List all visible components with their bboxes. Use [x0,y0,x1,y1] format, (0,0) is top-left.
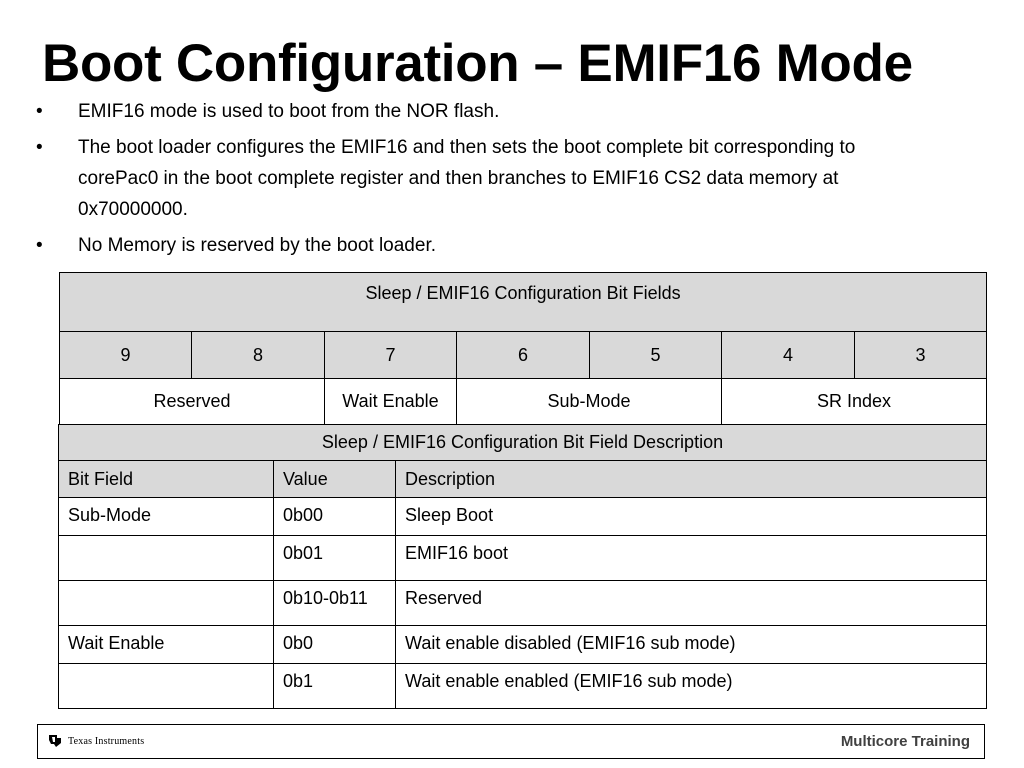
ti-state-icon [48,734,62,748]
ti-logo-text: Texas Instruments [68,735,145,747]
field-name: SR Index [722,379,987,425]
bit-number: 5 [590,332,722,379]
column-header: Value [274,461,396,498]
bit-number: 9 [60,332,192,379]
field-name: Wait Enable [325,379,457,425]
bit-number: 7 [325,332,457,379]
field-name: Reserved [60,379,325,425]
bullet-dot-icon: • [36,137,43,158]
table-row: 0b10-0b11 Reserved [59,581,987,626]
bit-fields-table [59,272,987,425]
table-row: Sub-Mode 0b00 Sleep Boot [59,498,987,536]
ti-logo [48,734,144,748]
slide-title: Boot Configuration – EMIF16 Mode [42,34,913,93]
table-title: Sleep / EMIF16 Configuration Bit Field Description [59,425,987,461]
description-table [58,424,987,709]
bullet-item: • EMIF16 mode is used to boot from the NOR flash. [36,96,936,127]
bullet-item: • The boot loader configures the EMIF16 and then sets the boot complete bit corresponding to corePac0 in the boot complete register and then branches to EMIF16 CS2 data memory at 0x70000000. [36,132,936,225]
bullet-dot-icon: • [36,101,43,122]
column-header: Bit Field [59,461,274,498]
bit-number: 8 [192,332,325,379]
table-row: 0b01 EMIF16 boot [59,536,987,581]
table-title: Sleep / EMIF16 Configuration Bit Fields [60,273,987,332]
table-row: Wait Enable 0b0 Wait enable disabled (EMIF16 sub mode) [59,626,987,664]
bit-number: 4 [722,332,855,379]
bit-number: 3 [855,332,987,379]
bullet-item: • No Memory is reserved by the boot loader. [36,230,936,261]
bullet-dot-icon: • [36,235,43,256]
field-name: Sub-Mode [457,379,722,425]
slide-footer [37,724,985,759]
bit-number: 6 [457,332,590,379]
footer-training-label: Multicore Training [840,733,970,750]
bullet-list [36,96,936,266]
column-header: Description [396,461,987,498]
table-row: 0b1 Wait enable enabled (EMIF16 sub mode) [59,664,987,709]
